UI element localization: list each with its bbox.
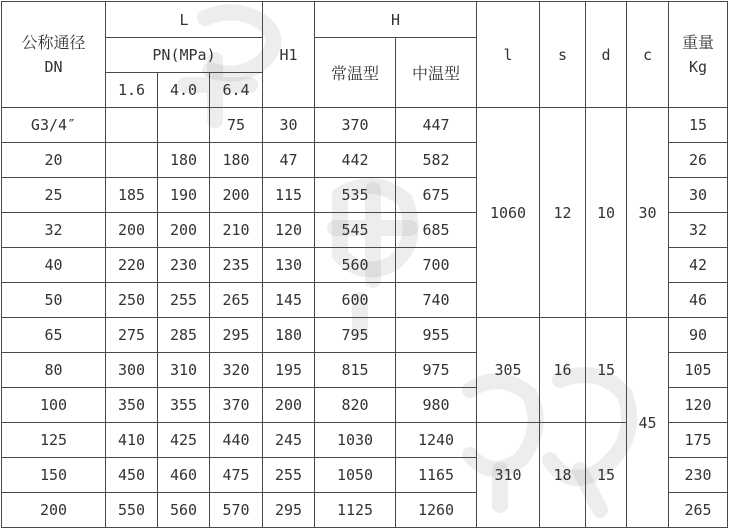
cell-pn40 xyxy=(158,108,210,143)
cell-h-medium: 740 xyxy=(396,283,477,318)
cell-pn64: 440 xyxy=(210,423,263,458)
cell-pn16: 410 xyxy=(106,423,158,458)
cell-d-group1: 10 xyxy=(586,108,627,318)
cell-pn40: 200 xyxy=(158,213,210,248)
cell-h1: 295 xyxy=(263,493,315,528)
cell-weight: 46 xyxy=(669,283,728,318)
header-h-normal: 常温型 xyxy=(315,38,396,108)
cell-pn64: 235 xyxy=(210,248,263,283)
header-H: H xyxy=(315,2,477,38)
cell-s-group1: 12 xyxy=(540,108,586,318)
cell-pn16: 250 xyxy=(106,283,158,318)
cell-d-group2: 15 xyxy=(586,318,627,423)
cell-h1: 255 xyxy=(263,458,315,493)
cell-weight: 120 xyxy=(669,388,728,423)
cell-dn: 125 xyxy=(2,423,106,458)
cell-pn16: 200 xyxy=(106,213,158,248)
cell-pn16 xyxy=(106,143,158,178)
cell-pn40: 190 xyxy=(158,178,210,213)
cell-h-medium: 1240 xyxy=(396,423,477,458)
cell-pn40: 285 xyxy=(158,318,210,353)
cell-h-normal: 560 xyxy=(315,248,396,283)
header-nominal-diameter: 公称通径 DN xyxy=(2,2,106,108)
cell-dn: 200 xyxy=(2,493,106,528)
cell-h-normal: 1050 xyxy=(315,458,396,493)
cell-weight: 30 xyxy=(669,178,728,213)
header-s: s xyxy=(540,2,586,108)
cell-s-group3: 18 xyxy=(540,423,586,528)
cell-pn64: 295 xyxy=(210,318,263,353)
cell-pn16: 450 xyxy=(106,458,158,493)
cell-h-medium: 447 xyxy=(396,108,477,143)
cell-h1: 180 xyxy=(263,318,315,353)
cell-weight: 105 xyxy=(669,353,728,388)
header-weight: 重量 Kg xyxy=(669,2,728,108)
cell-h-medium: 975 xyxy=(396,353,477,388)
header-pn-4-0: 4.0 xyxy=(158,73,210,108)
cell-d-group3: 15 xyxy=(586,423,627,528)
cell-weight: 90 xyxy=(669,318,728,353)
cell-h-medium: 1260 xyxy=(396,493,477,528)
cell-h1: 30 xyxy=(263,108,315,143)
cell-h1: 200 xyxy=(263,388,315,423)
cell-pn64: 570 xyxy=(210,493,263,528)
cell-pn64: 180 xyxy=(210,143,263,178)
cell-h-medium: 700 xyxy=(396,248,477,283)
header-pn: PN(MPa) xyxy=(106,38,263,73)
header-pn-1-6: 1.6 xyxy=(106,73,158,108)
table-row xyxy=(2,423,728,458)
cell-dn: 32 xyxy=(2,213,106,248)
cell-h1: 47 xyxy=(263,143,315,178)
cell-dn: 65 xyxy=(2,318,106,353)
cell-pn64: 265 xyxy=(210,283,263,318)
header-d: d xyxy=(586,2,627,108)
header-l: l xyxy=(477,2,540,108)
cell-h1: 245 xyxy=(263,423,315,458)
cell-h-medium: 1165 xyxy=(396,458,477,493)
cell-weight: 265 xyxy=(669,493,728,528)
cell-dn: 20 xyxy=(2,143,106,178)
header-c: c xyxy=(627,2,669,108)
cell-h-normal: 820 xyxy=(315,388,396,423)
cell-h-normal: 815 xyxy=(315,353,396,388)
cell-l-group1: 1060 xyxy=(477,108,540,318)
cell-weight: 42 xyxy=(669,248,728,283)
cell-h-medium: 582 xyxy=(396,143,477,178)
cell-h-medium: 685 xyxy=(396,213,477,248)
cell-l-group3: 310 xyxy=(477,423,540,528)
header-h-medium: 中温型 xyxy=(396,38,477,108)
cell-h-normal: 535 xyxy=(315,178,396,213)
cell-pn40: 230 xyxy=(158,248,210,283)
cell-pn64: 370 xyxy=(210,388,263,423)
cell-h1: 115 xyxy=(263,178,315,213)
cell-pn64: 75 xyxy=(210,108,263,143)
cell-pn16: 300 xyxy=(106,353,158,388)
cell-h-normal: 600 xyxy=(315,283,396,318)
cell-h1: 120 xyxy=(263,213,315,248)
cell-pn40: 560 xyxy=(158,493,210,528)
cell-pn16 xyxy=(106,108,158,143)
cell-pn64: 200 xyxy=(210,178,263,213)
table-row xyxy=(2,318,728,353)
cell-h-normal: 795 xyxy=(315,318,396,353)
cell-pn64: 320 xyxy=(210,353,263,388)
cell-pn64: 210 xyxy=(210,213,263,248)
cell-pn16: 185 xyxy=(106,178,158,213)
cell-pn16: 550 xyxy=(106,493,158,528)
header-H1: H1 xyxy=(263,2,315,108)
cell-h-medium: 980 xyxy=(396,388,477,423)
table-row xyxy=(2,108,728,143)
cell-weight: 175 xyxy=(669,423,728,458)
cell-pn64: 475 xyxy=(210,458,263,493)
cell-h-normal: 1030 xyxy=(315,423,396,458)
cell-pn16: 220 xyxy=(106,248,158,283)
cell-dn: 40 xyxy=(2,248,106,283)
cell-h1: 130 xyxy=(263,248,315,283)
cell-pn16: 350 xyxy=(106,388,158,423)
cell-c-group2: 45 xyxy=(627,318,669,528)
cell-pn16: 275 xyxy=(106,318,158,353)
cell-dn: 25 xyxy=(2,178,106,213)
cell-weight: 32 xyxy=(669,213,728,248)
cell-pn40: 355 xyxy=(158,388,210,423)
spec-table xyxy=(1,1,728,528)
cell-pn40: 310 xyxy=(158,353,210,388)
cell-h-medium: 955 xyxy=(396,318,477,353)
cell-weight: 230 xyxy=(669,458,728,493)
cell-l-group2: 305 xyxy=(477,318,540,423)
cell-h1: 145 xyxy=(263,283,315,318)
cell-dn: G3/4″ xyxy=(2,108,106,143)
cell-h-normal: 1125 xyxy=(315,493,396,528)
cell-h-normal: 442 xyxy=(315,143,396,178)
cell-pn40: 255 xyxy=(158,283,210,318)
cell-dn: 80 xyxy=(2,353,106,388)
cell-dn: 50 xyxy=(2,283,106,318)
cell-h1: 195 xyxy=(263,353,315,388)
cell-pn40: 460 xyxy=(158,458,210,493)
cell-dn: 150 xyxy=(2,458,106,493)
cell-weight: 26 xyxy=(669,143,728,178)
cell-dn: 100 xyxy=(2,388,106,423)
cell-h-normal: 370 xyxy=(315,108,396,143)
cell-c-group1: 30 xyxy=(627,108,669,318)
cell-pn40: 180 xyxy=(158,143,210,178)
cell-h-normal: 545 xyxy=(315,213,396,248)
cell-weight: 15 xyxy=(669,108,728,143)
header-pn-6-4: 6.4 xyxy=(210,73,263,108)
header-L: L xyxy=(106,2,263,38)
cell-h-medium: 675 xyxy=(396,178,477,213)
cell-s-group2: 16 xyxy=(540,318,586,423)
cell-pn40: 425 xyxy=(158,423,210,458)
